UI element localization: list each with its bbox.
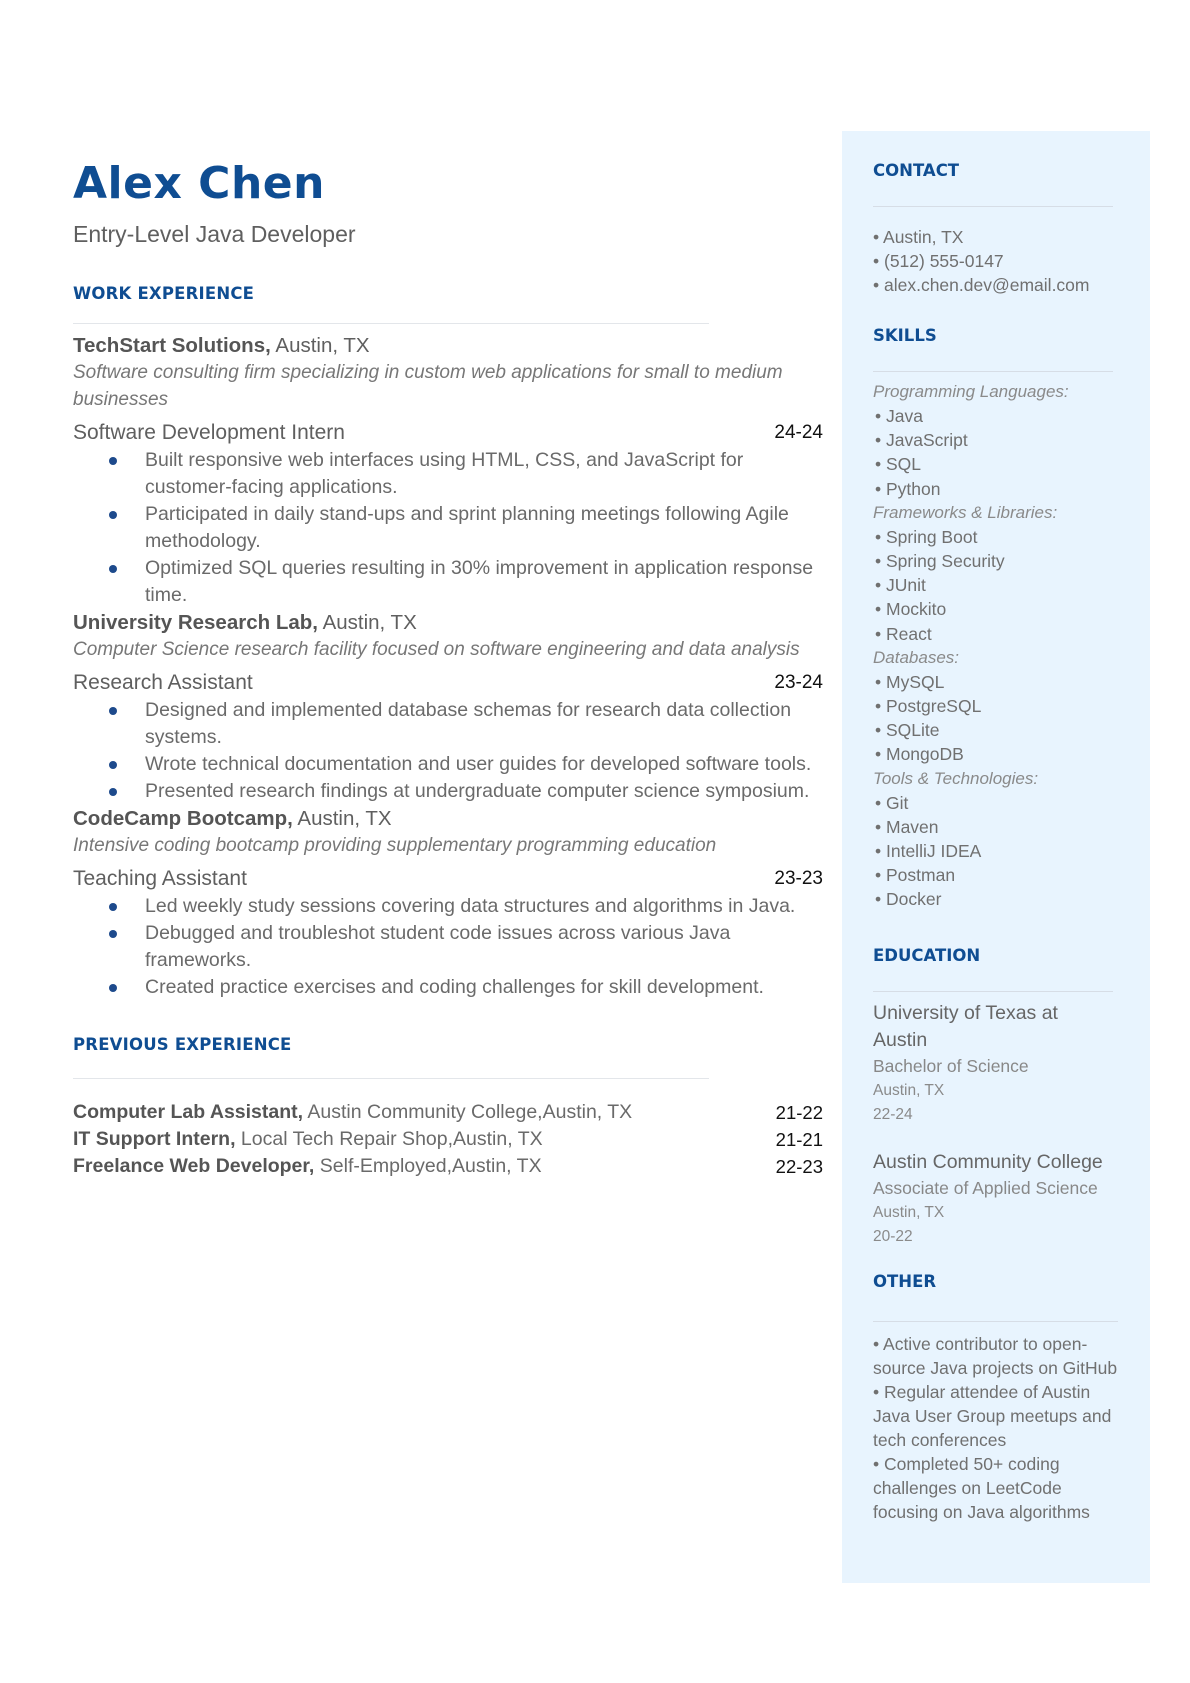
contact-section <box>873 161 1113 297</box>
previous-org: Local Tech Repair Shop,Austin, TX <box>240 1127 543 1150</box>
school-location: Austin, TX <box>873 1082 945 1099</box>
contact-email[interactable]: • alex.chen.dev@email.com <box>873 275 1090 295</box>
role-row <box>73 669 823 697</box>
previous-experience-item <box>73 1099 823 1126</box>
skill-item: • SQLite <box>875 720 940 741</box>
skill-item: • JavaScript <box>875 430 968 451</box>
candidate-name: Alex Chen <box>73 158 325 209</box>
sidebar <box>842 131 1150 1583</box>
achievement-item: Built responsive web interfaces using HTML, CSS, and JavaScript for customer-facing applications. <box>145 447 823 501</box>
achievement-item: Presented research findings at undergraduate computer science symposium. <box>145 778 823 805</box>
other-item: • Completed 50+ coding challenges on LeetCode focusing on Java algorithms <box>873 1454 1090 1522</box>
skill-item: • SQL <box>875 454 922 475</box>
work-experience-heading: WORK EXPERIENCE <box>73 283 255 303</box>
school-dates: 20-22 <box>873 1228 913 1245</box>
role-row <box>73 865 823 893</box>
company-description: Computer Science research facility focused on software engineering and data analysis <box>73 638 800 660</box>
company-line <box>73 805 823 832</box>
achievement-list <box>73 697 823 805</box>
skill-item: • Spring Boot <box>875 526 978 547</box>
skill-item: • Java <box>875 406 923 426</box>
role-row <box>73 419 823 447</box>
school-name: University of Texas at Austin <box>873 1002 1058 1051</box>
other-section <box>873 1272 1118 1524</box>
candidate-title: Entry-Level Java Developer <box>73 220 356 247</box>
role-title: Teaching Assistant <box>73 866 247 890</box>
contact-phone: • (512) 555-0147 <box>873 251 1004 271</box>
achievement-item: Wrote technical documentation and user guides for developed software tools. <box>145 751 823 778</box>
company-description: Software consulting firm specializing in custom web applications for small to medium businesses <box>73 361 783 410</box>
company-description: Intensive coding bootcamp providing supplementary programming education <box>73 834 717 856</box>
main-column <box>73 158 823 1180</box>
education-entry <box>873 1149 1113 1249</box>
other-item: • Active contributor to open-source Java projects on GitHub <box>873 1334 1118 1378</box>
skill-category: Programming Languages: <box>873 382 1069 401</box>
skill-item: • MongoDB <box>875 744 964 765</box>
company-location: Austin, TX <box>275 333 370 357</box>
previous-dates: 22-23 <box>775 1155 823 1177</box>
degree: Bachelor of Science <box>873 1056 1029 1076</box>
company-location: Austin, TX <box>322 610 417 634</box>
achievement-item: Designed and implemented database schemas for research data collection systems. <box>145 697 823 751</box>
skill-item: • Postman <box>875 865 956 886</box>
school-dates: 22-24 <box>873 1106 913 1123</box>
previous-dates: 21-22 <box>775 1101 823 1123</box>
skill-item: • PostgreSQL <box>875 696 982 717</box>
achievement-item: Optimized SQL queries resulting in 30% improvement in application response time. <box>145 555 823 609</box>
skill-item: • Spring Security <box>875 551 1005 572</box>
skill-item: • Maven <box>875 816 939 837</box>
skill-category: Tools & Technologies: <box>873 768 1039 788</box>
skill-item: • Python <box>875 478 941 499</box>
contact-location: • Austin, TX <box>873 227 964 247</box>
company-line <box>73 609 823 636</box>
skill-item: • React <box>875 623 932 644</box>
achievement-item: Created practice exercises and coding challenges for skill development. <box>145 974 823 1001</box>
other-heading: OTHER <box>873 1272 937 1291</box>
previous-experience-list <box>73 1099 823 1180</box>
education-entry <box>873 1000 1113 1127</box>
section-divider <box>73 323 709 324</box>
skill-item: • Git <box>875 792 909 813</box>
role-dates: 23-24 <box>774 671 823 693</box>
education-section <box>873 946 1113 1249</box>
skills-section <box>873 326 1113 912</box>
previous-experience-heading: PREVIOUS EXPERIENCE <box>73 1034 292 1054</box>
section-divider <box>873 1321 1118 1322</box>
job-entry <box>73 805 823 1001</box>
section-divider <box>873 206 1113 207</box>
company-name: CodeCamp Bootcamp, <box>73 806 293 830</box>
job-entry <box>73 332 823 609</box>
skill-item: • MySQL <box>875 671 945 692</box>
previous-role: Freelance Web Developer, <box>73 1154 315 1177</box>
achievement-item: Participated in daily stand-ups and sprint planning meetings following Agile methodology. <box>145 501 823 555</box>
school-location: Austin, TX <box>873 1204 945 1221</box>
skill-category: Frameworks & Libraries: <box>873 502 1058 522</box>
achievement-item: Debugged and troubleshot student code issues across various Java frameworks. <box>145 920 823 974</box>
role-title: Research Assistant <box>73 670 253 694</box>
company-name: TechStart Solutions, <box>73 333 271 357</box>
previous-experience-item <box>73 1153 823 1180</box>
skill-item: • Mockito <box>875 599 947 620</box>
school-name: Austin Community College <box>873 1151 1103 1173</box>
company-name: University Research Lab, <box>73 610 318 634</box>
skill-item: • IntelliJ IDEA <box>875 841 982 862</box>
role-dates: 23-23 <box>774 867 823 889</box>
contact-heading: CONTACT <box>873 161 960 180</box>
other-item: • Regular attendee of Austin Java User Group meetups and tech conferences <box>873 1382 1112 1450</box>
education-heading: EDUCATION <box>873 946 981 965</box>
achievement-list <box>73 447 823 609</box>
degree: Associate of Applied Science <box>873 1178 1098 1198</box>
section-divider <box>873 371 1113 372</box>
skill-item: • JUnit <box>875 575 926 596</box>
skill-item: • Docker <box>875 889 942 910</box>
achievement-list <box>73 893 823 1001</box>
previous-dates: 21-21 <box>775 1128 823 1150</box>
company-location: Austin, TX <box>297 806 392 830</box>
previous-role: Computer Lab Assistant, <box>73 1100 304 1123</box>
company-line <box>73 332 823 359</box>
section-divider <box>873 991 1113 992</box>
previous-role: IT Support Intern, <box>73 1127 236 1150</box>
skill-category: Databases: <box>873 647 959 667</box>
section-divider <box>73 1078 709 1079</box>
role-title: Software Development Intern <box>73 420 345 444</box>
previous-experience-item <box>73 1126 823 1153</box>
previous-org: Austin Community College,Austin, TX <box>307 1100 633 1123</box>
skills-heading: SKILLS <box>873 326 937 345</box>
achievement-item: Led weekly study sessions covering data structures and algorithms in Java. <box>145 893 823 920</box>
job-entry <box>73 609 823 805</box>
previous-org: Self-Employed,Austin, TX <box>319 1154 542 1177</box>
role-dates: 24-24 <box>774 421 823 443</box>
